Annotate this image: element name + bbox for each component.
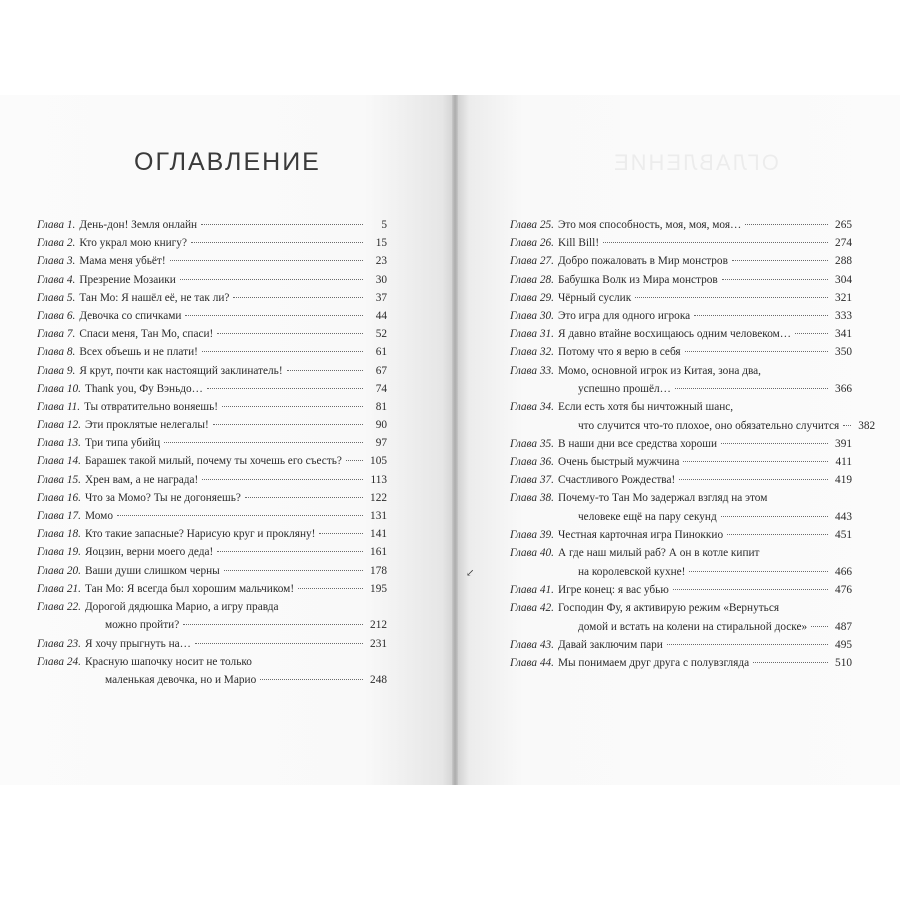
page-number: 212: [370, 619, 387, 632]
chapter-label: Глава 6.: [37, 309, 76, 322]
chapter-title: Господин Фу, я активирую режим «Вернуться: [557, 602, 780, 615]
page-number: 141: [370, 528, 387, 541]
dot-leader: [603, 242, 828, 243]
chapter-label: Глава 15.: [37, 473, 81, 486]
dot-leader: [346, 460, 363, 461]
chapter-title: Тан Мо: Я нашёл её, не так ли?: [79, 291, 230, 304]
page-number: 97: [375, 437, 387, 450]
dot-leader: [667, 644, 828, 645]
chapter-title-continuation: успешно прошёл…: [578, 383, 671, 395]
chapter-label: Глава 20.: [37, 564, 81, 577]
page-number: 333: [835, 309, 852, 322]
chapter-title: Дорогой дядюшка Марио, а игру правда: [84, 600, 279, 613]
chapter-label: Глава 31.: [510, 328, 554, 341]
chapter-label: Глава 22.: [37, 600, 81, 613]
page-number: 90: [375, 419, 387, 432]
chapter-label: Глава 42.: [510, 602, 554, 615]
dot-leader: [213, 424, 363, 425]
dot-leader: [222, 406, 363, 407]
toc-entry: [510, 455, 852, 469]
page-number: 443: [835, 510, 852, 523]
dot-leader: [694, 315, 828, 316]
dot-leader: [180, 279, 363, 280]
page-title: ОГЛАВЛЕНИЕ: [134, 148, 321, 176]
chapter-title: Яоцзин, верни моего деда!: [84, 546, 214, 559]
toc-entry: [510, 546, 852, 579]
chapter-title: Kill Bill!: [557, 237, 600, 250]
toc-entry: [37, 218, 387, 232]
page-number: 382: [858, 419, 876, 432]
chapter-label: Глава 26.: [510, 237, 554, 250]
dot-leader: [683, 461, 828, 462]
toc-entry: [510, 345, 852, 359]
chapter-label: Глава 14.: [37, 455, 81, 468]
chapter-title: Ты отвратительно воняешь!: [84, 400, 219, 413]
toc-entry: [37, 254, 387, 268]
chapter-title: Красную шапочку носит не только: [84, 655, 252, 668]
page-number: 122: [370, 491, 387, 504]
page-number: 411: [835, 456, 852, 469]
chapter-title: Добро пожаловать в Мир монстров: [557, 255, 728, 268]
dot-leader: [732, 260, 828, 261]
chapter-title: Хрен вам, а не награда!: [84, 473, 199, 486]
chapter-label: Глава 28.: [510, 273, 554, 286]
page-number: 44: [375, 309, 387, 322]
chapter-label: Глава 40.: [510, 547, 554, 560]
toc-entry: [37, 600, 387, 633]
dot-leader: [207, 388, 363, 389]
dot-leader: [795, 333, 828, 334]
toc-entry: [37, 582, 387, 596]
chapter-title-continuation: домой и встать на колени на стиральной доске»: [578, 620, 808, 633]
chapter-label: Глава 24.: [37, 655, 81, 668]
chapter-label: Глава 11.: [37, 400, 81, 413]
page-number: 350: [835, 346, 852, 359]
chapter-title: Три типа убийц: [84, 437, 161, 450]
page-number: 248: [370, 674, 387, 687]
dot-leader: [217, 333, 363, 334]
dot-leader: [298, 588, 363, 589]
chapter-title: А где наш милый раб? А он в котле кипит: [557, 547, 760, 560]
chapter-title: Кто украл мою книгу?: [79, 237, 187, 250]
dot-leader: [722, 279, 828, 280]
chapter-title: Момо: [84, 510, 113, 522]
chapter-title: Девочка со спичками: [79, 309, 182, 322]
toc-entry: [510, 236, 852, 250]
page-number: 274: [835, 237, 852, 250]
chapter-label: Глава 30.: [510, 309, 554, 322]
chapter-label: Глава 5.: [37, 291, 76, 304]
dot-leader: [679, 479, 828, 480]
dot-leader: [727, 534, 828, 535]
toc-entry: [37, 400, 387, 414]
chapter-title-continuation: можно пройти?: [105, 619, 180, 632]
chapter-title: Спаси меня, Тан Мо, спаси!: [79, 328, 214, 341]
chapter-title-continuation: на королевской кухне!: [578, 565, 686, 578]
chapter-title-continuation: что случится что-то плохое, оно обязательно случится: [578, 419, 840, 432]
chapter-label: Глава 16.: [37, 491, 81, 504]
page-number: 161: [370, 546, 387, 559]
dot-leader: [224, 570, 363, 571]
chapter-title: Я крут, почти как настоящий заклинатель!: [79, 364, 283, 377]
page-number: 391: [835, 437, 852, 450]
page-number: 419: [835, 474, 852, 487]
chapter-label: Глава 13.: [37, 437, 81, 450]
chapter-title: Презрение Мозаики: [79, 273, 176, 286]
chapter-label: Глава 34.: [510, 401, 554, 414]
toc-entry: [37, 327, 387, 341]
page-number: 81: [375, 400, 387, 413]
chapter-title: Если есть хотя бы ничтожный шанс,: [557, 401, 734, 414]
chapter-title: День-дон! Земля онлайн: [79, 219, 198, 231]
chapter-label: Глава 39.: [510, 529, 554, 542]
chapter-title: Почему-то Тан Мо задержал взгляд на этом: [557, 492, 768, 505]
toc-entry: [510, 291, 852, 305]
page-number: 265: [835, 219, 852, 231]
chapter-title: Потому что я верю в себя: [557, 346, 681, 359]
toc-entry: [510, 400, 876, 433]
page-number: 67: [375, 364, 387, 377]
toc-entry: [37, 273, 387, 287]
chapter-title: Thank you, Фу Вэньдо…: [84, 382, 203, 395]
chapter-label: Глава 35.: [510, 437, 554, 450]
toc-entry: [510, 583, 852, 597]
toc-entry: [510, 364, 852, 397]
chapter-label: Глава 19.: [37, 546, 81, 559]
toc-entry: [510, 491, 852, 524]
dot-leader: [202, 351, 363, 352]
toc-entry: [510, 601, 852, 634]
page-number: 61: [375, 346, 387, 359]
chapter-title: Момо, основной игрок из Китая, зона два,: [557, 364, 761, 377]
toc-entry: [37, 527, 387, 541]
dot-leader: [170, 260, 363, 261]
dot-leader: [319, 533, 363, 534]
dot-leader: [245, 497, 363, 498]
toc-entry: [510, 327, 852, 341]
dot-leader: [745, 224, 828, 225]
page-number: 288: [835, 255, 852, 268]
page-number: 304: [835, 273, 852, 286]
toc-right-column: [510, 218, 876, 674]
toc-entry: [510, 656, 852, 670]
page-number: 15: [375, 237, 387, 250]
chapter-label: Глава 37.: [510, 474, 554, 487]
chapter-label: Глава 33.: [510, 364, 554, 377]
dot-leader: [689, 571, 828, 572]
toc-entry: [37, 491, 387, 505]
page-number: 476: [835, 584, 852, 596]
dot-leader: [164, 442, 363, 443]
chapter-title: В наши дни все средства хороши: [557, 437, 718, 450]
toc-entry: [37, 509, 387, 523]
chapter-title: Что за Момо? Ты не догоняешь?: [84, 491, 241, 504]
chapter-title: Эти проклятые нелегалы!: [84, 419, 209, 432]
dot-leader: [673, 589, 828, 590]
chapter-label: Глава 38.: [510, 492, 554, 505]
page-number: 74: [375, 382, 387, 395]
page-number: 178: [370, 564, 387, 577]
chapter-label: Глава 43.: [510, 638, 554, 651]
page-number: 231: [370, 637, 387, 650]
chapter-title: Игре конец: я вас убью: [557, 584, 669, 596]
toc-entry: [37, 637, 387, 651]
dot-leader: [721, 443, 828, 444]
dot-leader: [675, 388, 828, 389]
toc-entry: [510, 309, 852, 323]
dot-leader: [811, 626, 828, 627]
toc-entry: [37, 309, 387, 323]
chapter-title: Я давно втайне восхищаюсь одним человеком…: [557, 328, 792, 341]
chapter-label: Глава 18.: [37, 528, 81, 541]
toc-entry: [37, 545, 387, 559]
page-number: 451: [835, 529, 852, 542]
chapter-label: Глава 9.: [37, 364, 76, 377]
toc-entry: [37, 418, 387, 432]
chapter-title: Очень быстрый мужчина: [557, 456, 680, 469]
chapter-label: Глава 8.: [37, 346, 76, 359]
dot-leader: [721, 516, 828, 517]
page-number: 30: [375, 273, 387, 286]
chapter-title: Давай заключим пари: [557, 638, 663, 651]
toc-entry: [510, 528, 852, 542]
page-number: 195: [370, 582, 387, 595]
chapter-title: Ваши души слишком черны: [84, 564, 220, 577]
chapter-title: Это игра для одного игрока: [557, 309, 691, 322]
page-number: 487: [835, 620, 852, 633]
page-number: 5: [381, 219, 387, 231]
page-number: 321: [835, 291, 852, 304]
dot-leader: [117, 515, 363, 516]
chapter-title-continuation: человеке ещё на пару секунд: [578, 510, 717, 523]
dot-leader: [753, 662, 828, 663]
chapter-title: Честная карточная игра Пиноккио: [557, 529, 724, 542]
dot-leader: [287, 370, 363, 371]
dot-leader: [185, 315, 363, 316]
toc-entry: [37, 436, 387, 450]
chapter-label: Глава 17.: [37, 510, 81, 522]
dot-leader: [685, 351, 828, 352]
toc-entry: [510, 638, 852, 652]
chapter-label: Глава 4.: [37, 273, 76, 286]
toc-entry: [37, 291, 387, 305]
chapter-title: Всех объешь и не плати!: [79, 346, 198, 359]
dot-leader: [202, 479, 363, 480]
chapter-label: Глава 7.: [37, 328, 76, 341]
page-number: 366: [835, 383, 852, 395]
page-number: 510: [835, 657, 852, 670]
chapter-label: Глава 10.: [37, 382, 81, 395]
chapter-title: Тан Мо: Я всегда был хорошим мальчиком!: [84, 582, 295, 595]
chapter-title-continuation: маленькая девочка, но и Марио: [105, 674, 257, 687]
chapter-title: Барашек такой милый, почему ты хочешь его съесть?: [84, 455, 342, 468]
page-number: 341: [835, 328, 852, 341]
chapter-label: Глава 21.: [37, 582, 81, 595]
page-number: 131: [370, 510, 387, 522]
chapter-label: Глава 32.: [510, 346, 554, 359]
chapter-title: Это моя способность, моя, моя, моя…: [557, 219, 742, 231]
chapter-label: Глава 23.: [37, 637, 81, 650]
page-number: 105: [370, 455, 387, 468]
page-number: 52: [375, 328, 387, 341]
chapter-title: Мы понимаем друг друга с полувзгляда: [557, 657, 750, 670]
chapter-label: Глава 25.: [510, 219, 554, 231]
dot-leader: [217, 551, 363, 552]
chapter-label: Глава 36.: [510, 456, 554, 469]
toc-entry: [510, 473, 852, 487]
page-number: 466: [835, 565, 852, 578]
chapter-label: Глава 3.: [37, 255, 76, 268]
chapter-label: Глава 2.: [37, 237, 76, 250]
dot-leader: [233, 297, 363, 298]
chapter-label: Глава 41.: [510, 584, 554, 596]
dot-leader: [843, 425, 851, 426]
chapter-label: Глава 29.: [510, 291, 554, 304]
toc-entry: [510, 273, 852, 287]
dot-leader: [183, 624, 363, 625]
toc-entry: [37, 382, 387, 396]
chapter-title: Чёрный суслик: [557, 291, 632, 304]
chapter-title: Бабушка Волк из Мира монстров: [557, 273, 718, 286]
page-number: 37: [375, 291, 387, 304]
chapter-title: Счастливого Рождества!: [557, 474, 676, 487]
toc-entry: [37, 473, 387, 487]
chapter-label: Глава 44.: [510, 657, 554, 670]
chapter-title: Я хочу прыгнуть на…: [84, 637, 191, 650]
toc-entry: [37, 345, 387, 359]
chapter-title: Кто такие запасные? Нарисую круг и прокляну!: [84, 528, 316, 541]
toc-entry: [510, 254, 852, 268]
toc-entry: [510, 218, 852, 232]
dot-leader: [260, 679, 363, 680]
dot-leader: [191, 242, 363, 243]
chapter-label: Глава 27.: [510, 255, 554, 268]
page-number: 495: [835, 638, 852, 651]
toc-left-column: [37, 218, 387, 692]
dot-leader: [201, 224, 363, 225]
page-number: 23: [375, 255, 387, 268]
page-number: 113: [370, 473, 387, 486]
dot-leader: [635, 297, 828, 298]
chapter-title: Мама меня убьёт!: [79, 255, 166, 268]
toc-entry: [37, 364, 387, 378]
toc-entry: [37, 454, 387, 468]
dot-leader: [195, 643, 363, 644]
print-mark: ↙: [466, 568, 475, 579]
book-gutter: [452, 95, 458, 785]
bleed-through-title: ОГЛАВЛЕНИЕ: [612, 150, 779, 175]
toc-entry: [37, 564, 387, 578]
toc-entry: [37, 236, 387, 250]
chapter-label: Глава 1.: [37, 219, 76, 231]
toc-entry: [510, 437, 852, 451]
toc-entry: [37, 655, 387, 688]
chapter-label: Глава 12.: [37, 419, 81, 432]
